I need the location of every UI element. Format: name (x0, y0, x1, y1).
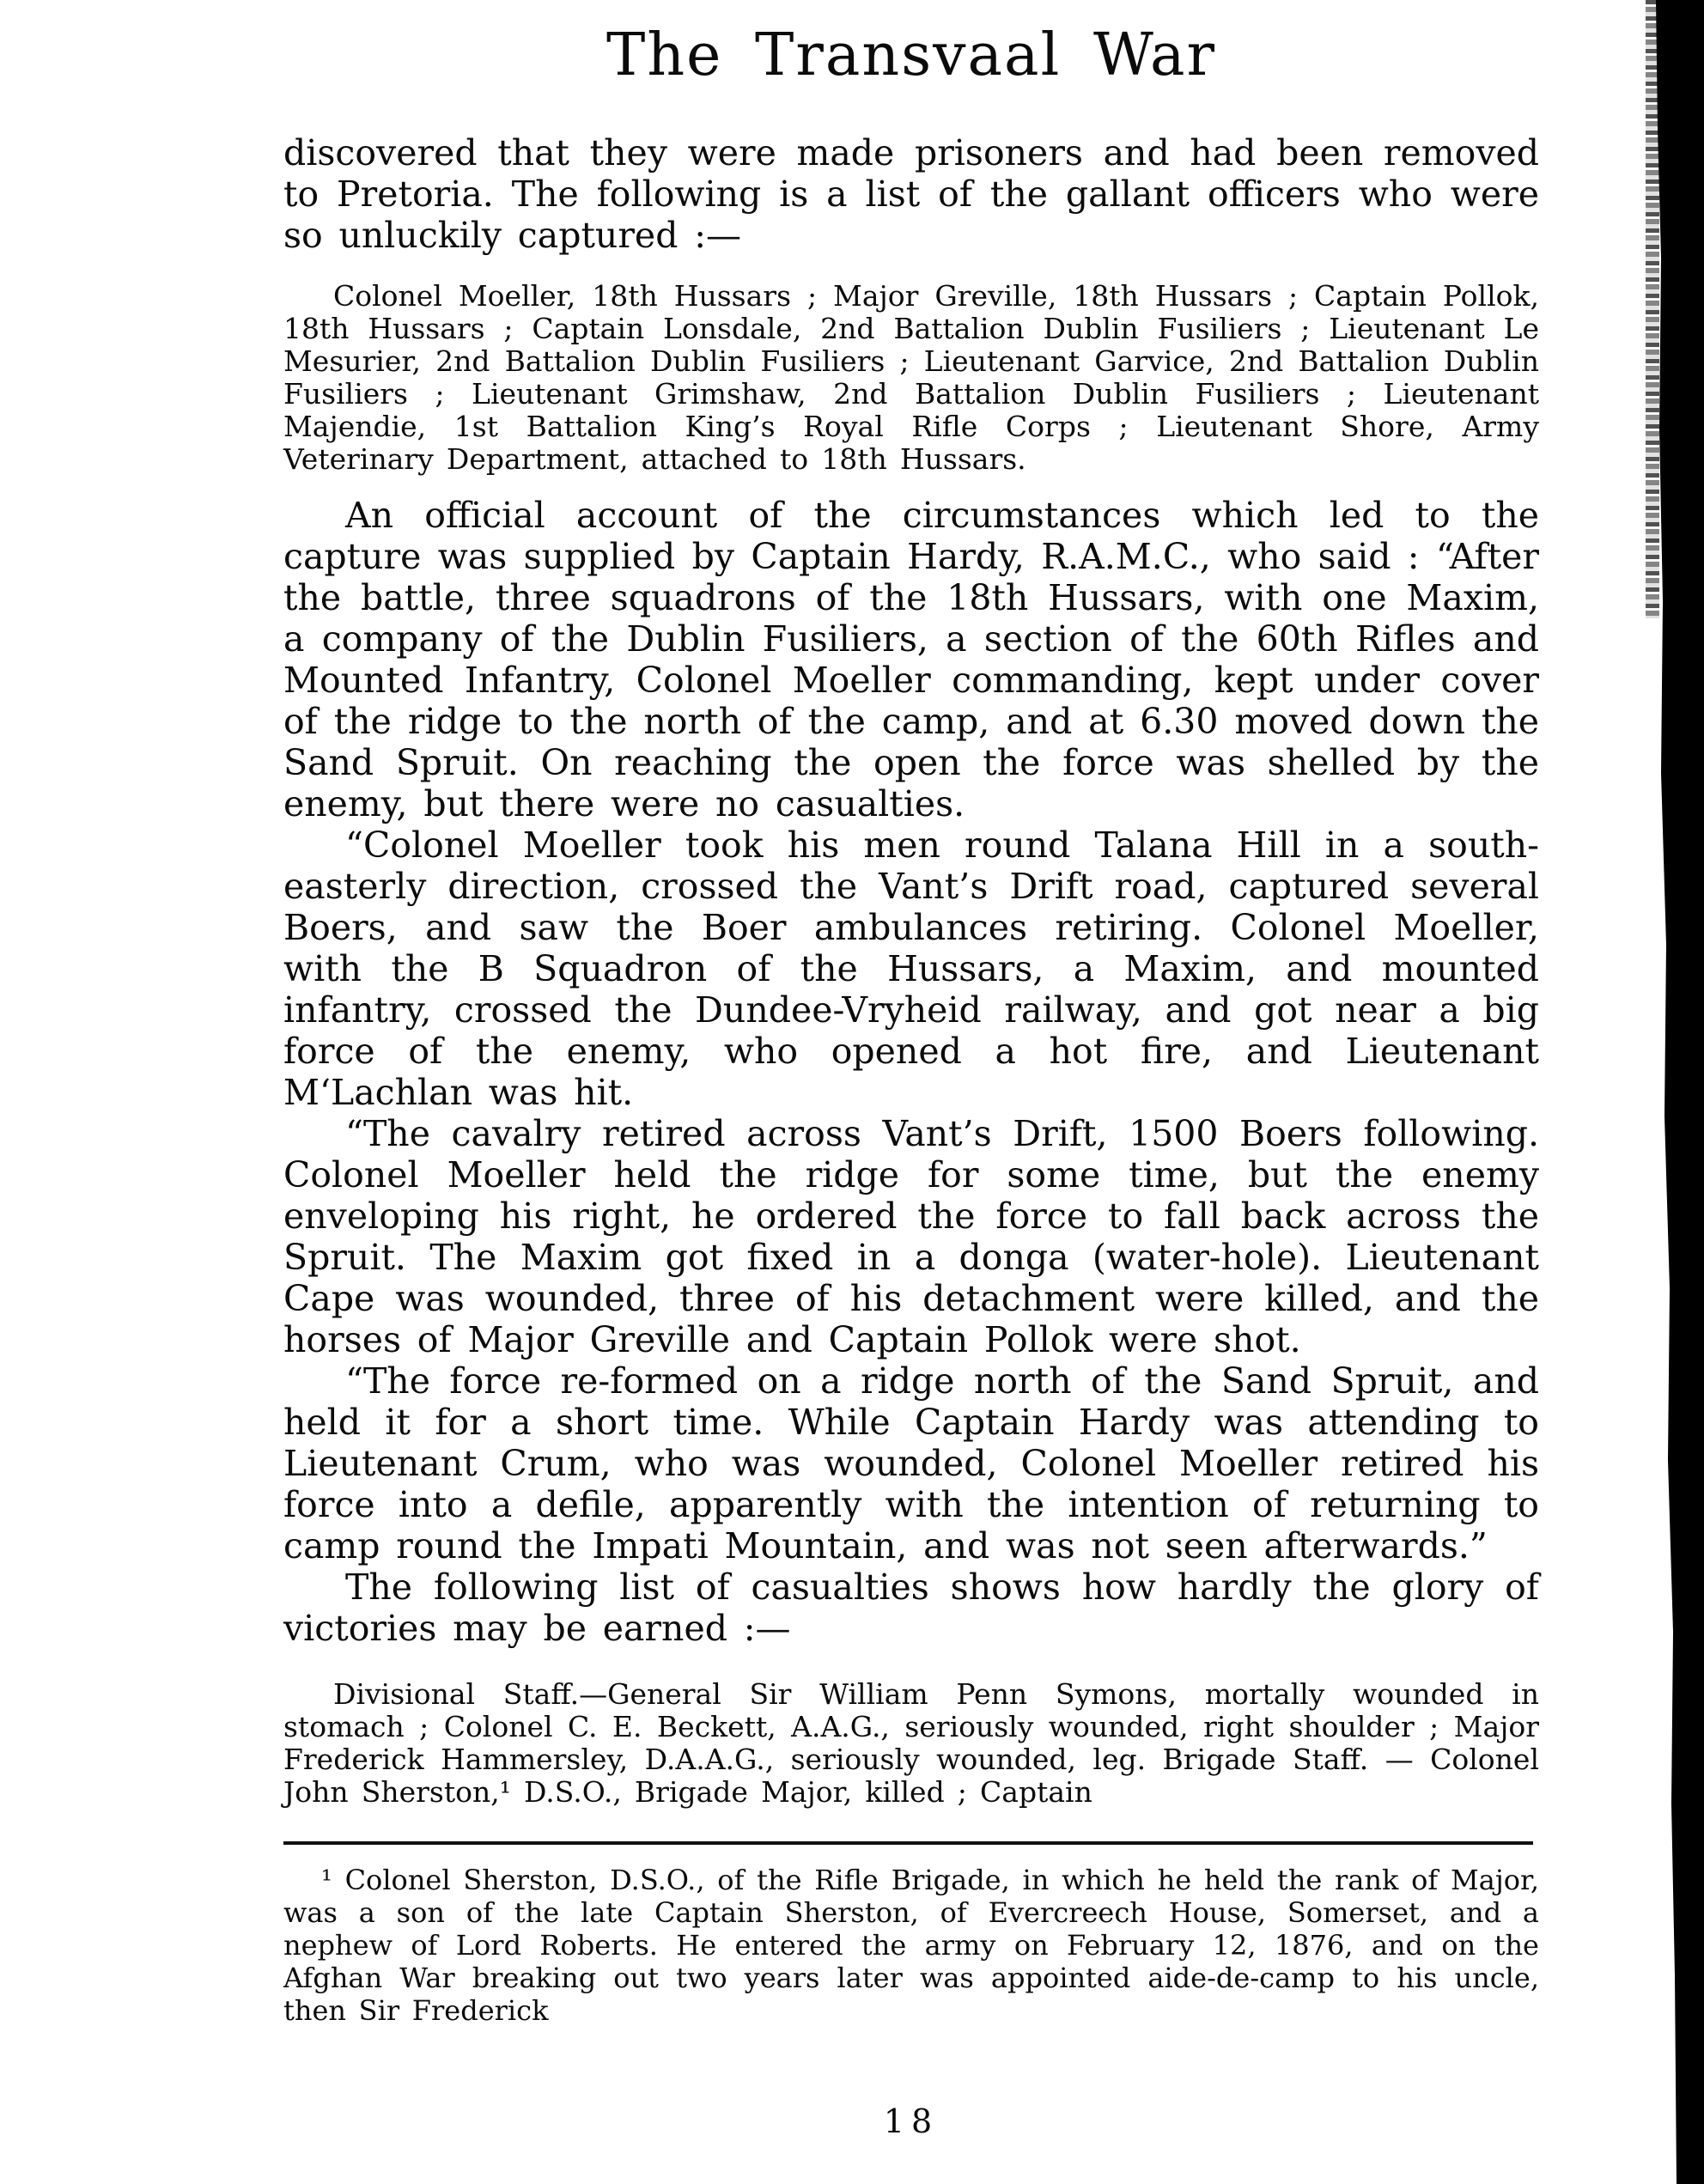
casualty-list-divisional-staff: Divisional Staff.—General Sir William Penn Symons, mortally wounded in stomach ; Colonel C. E. Beckett, A.A.G., seriously wounded, right shoulder ; Major Frederick Hammersley, D.A.A.G., seriously wounded, leg. Brigade Staff. — Colonel John Sherston,¹ D.S.O., Brigade Major, killed ; Captain (283, 1677, 1539, 1810)
text-column (283, 0, 1539, 2027)
paragraph-cavalry-retired: “The cavalry retired across Vant’s Drift, 1500 Boers following. Colonel Moeller held the ridge for some time, but the enemy enveloping his right, he ordered the force to fall back across the Spruit. The Maxim got fixed in a donga (water-hole). Lieutenant Cape was wounded, three of his detachment were killed, and the horses of Major Greville and Captain Pollok were shot. (283, 1113, 1539, 1361)
paragraph-casualties-intro: The following list of casualties shows how hardly the glory of victories may be earned :— (283, 1567, 1539, 1650)
paragraph-intro: discovered that they were made prisoners and had been removed to Pretoria. The following is a list of the gallant officers who were so unluckily captured :— (283, 132, 1539, 257)
paragraph-official-account: An official account of the circumstances which led to the capture was supplied by Captain Hardy, R.A.M.C., who said : “After the battle, three squadrons of the 18th Hussars, with one Maxim, a company of the Dublin Fusiliers, a section of the 60th Rifles and Mounted Infantry, Colonel Moeller commanding, kept under cover of the ridge to the north of the camp, and at 6.30 moved down the Sand Spruit. On reaching the open the force was shelled by the enemy, but there were no casualties. (283, 495, 1539, 825)
captured-officers-list: Colonel Moeller, 18th Hussars ; Major Greville, 18th Hussars ; Captain Pollok, 18th Hussars ; Captain Lonsdale, 2nd Battalion Dublin Fusiliers ; Lieutenant Le Mesurier, 2nd Battalion Dublin Fusiliers ; Lieutenant Garvice, 2nd Battalion Dublin Fusiliers ; Lieutenant Grimshaw, 2nd Battalion Dublin Fusiliers ; Lieutenant Majendie, 1st Battalion King’s Royal Rifle Corps ; Lieutenant Shore, Army Veterinary Department, attached to 18th Hussars. (283, 279, 1539, 477)
page-number: 18 (883, 2102, 940, 2140)
footnote-text: ¹ Colonel Sherston, D.S.O., of the Rifle Brigade, in which he held the rank of Major, was a son of the late Captain Sherston, of Evercreech House, Somerset, and a nephew of Lord Roberts. He entered the army on February 12, 1876, and on the Afghan War breaking out two years later was appointed aide-de-camp to his uncle, then Sir Frederick (283, 1864, 1539, 2028)
paragraph-talana-hill: “Colonel Moeller took his men round Talana Hill in a south-easterly direction, crossed the Vant’s Drift road, captured several Boers, and saw the Boer ambulances retiring. Colonel Moeller, with the B Squadron of the Hussars, a Maxim, and mounted infantry, crossed the Dundee-Vryheid railway, and got near a big force of the enemy, who opened a hot fire, and Lieutenant M‘Lachlan was hit. (283, 824, 1539, 1114)
scan-artifact-noise (1646, 0, 1659, 618)
scan-artifact-bar (1654, 0, 1704, 2184)
paragraph-force-reformed: “The force re-formed on a ridge north of the Sand Spruit, and held it for a short time. While Captain Hardy was attending to Lieutenant Crum, who was wounded, Colonel Moeller retired his force into a defile, apparently with the intention of returning to camp round the Impati Mountain, and was not seen afterwards.” (283, 1360, 1539, 1567)
footnote-divider (283, 1841, 1533, 1845)
page-title: The Transvaal War (606, 21, 1216, 89)
